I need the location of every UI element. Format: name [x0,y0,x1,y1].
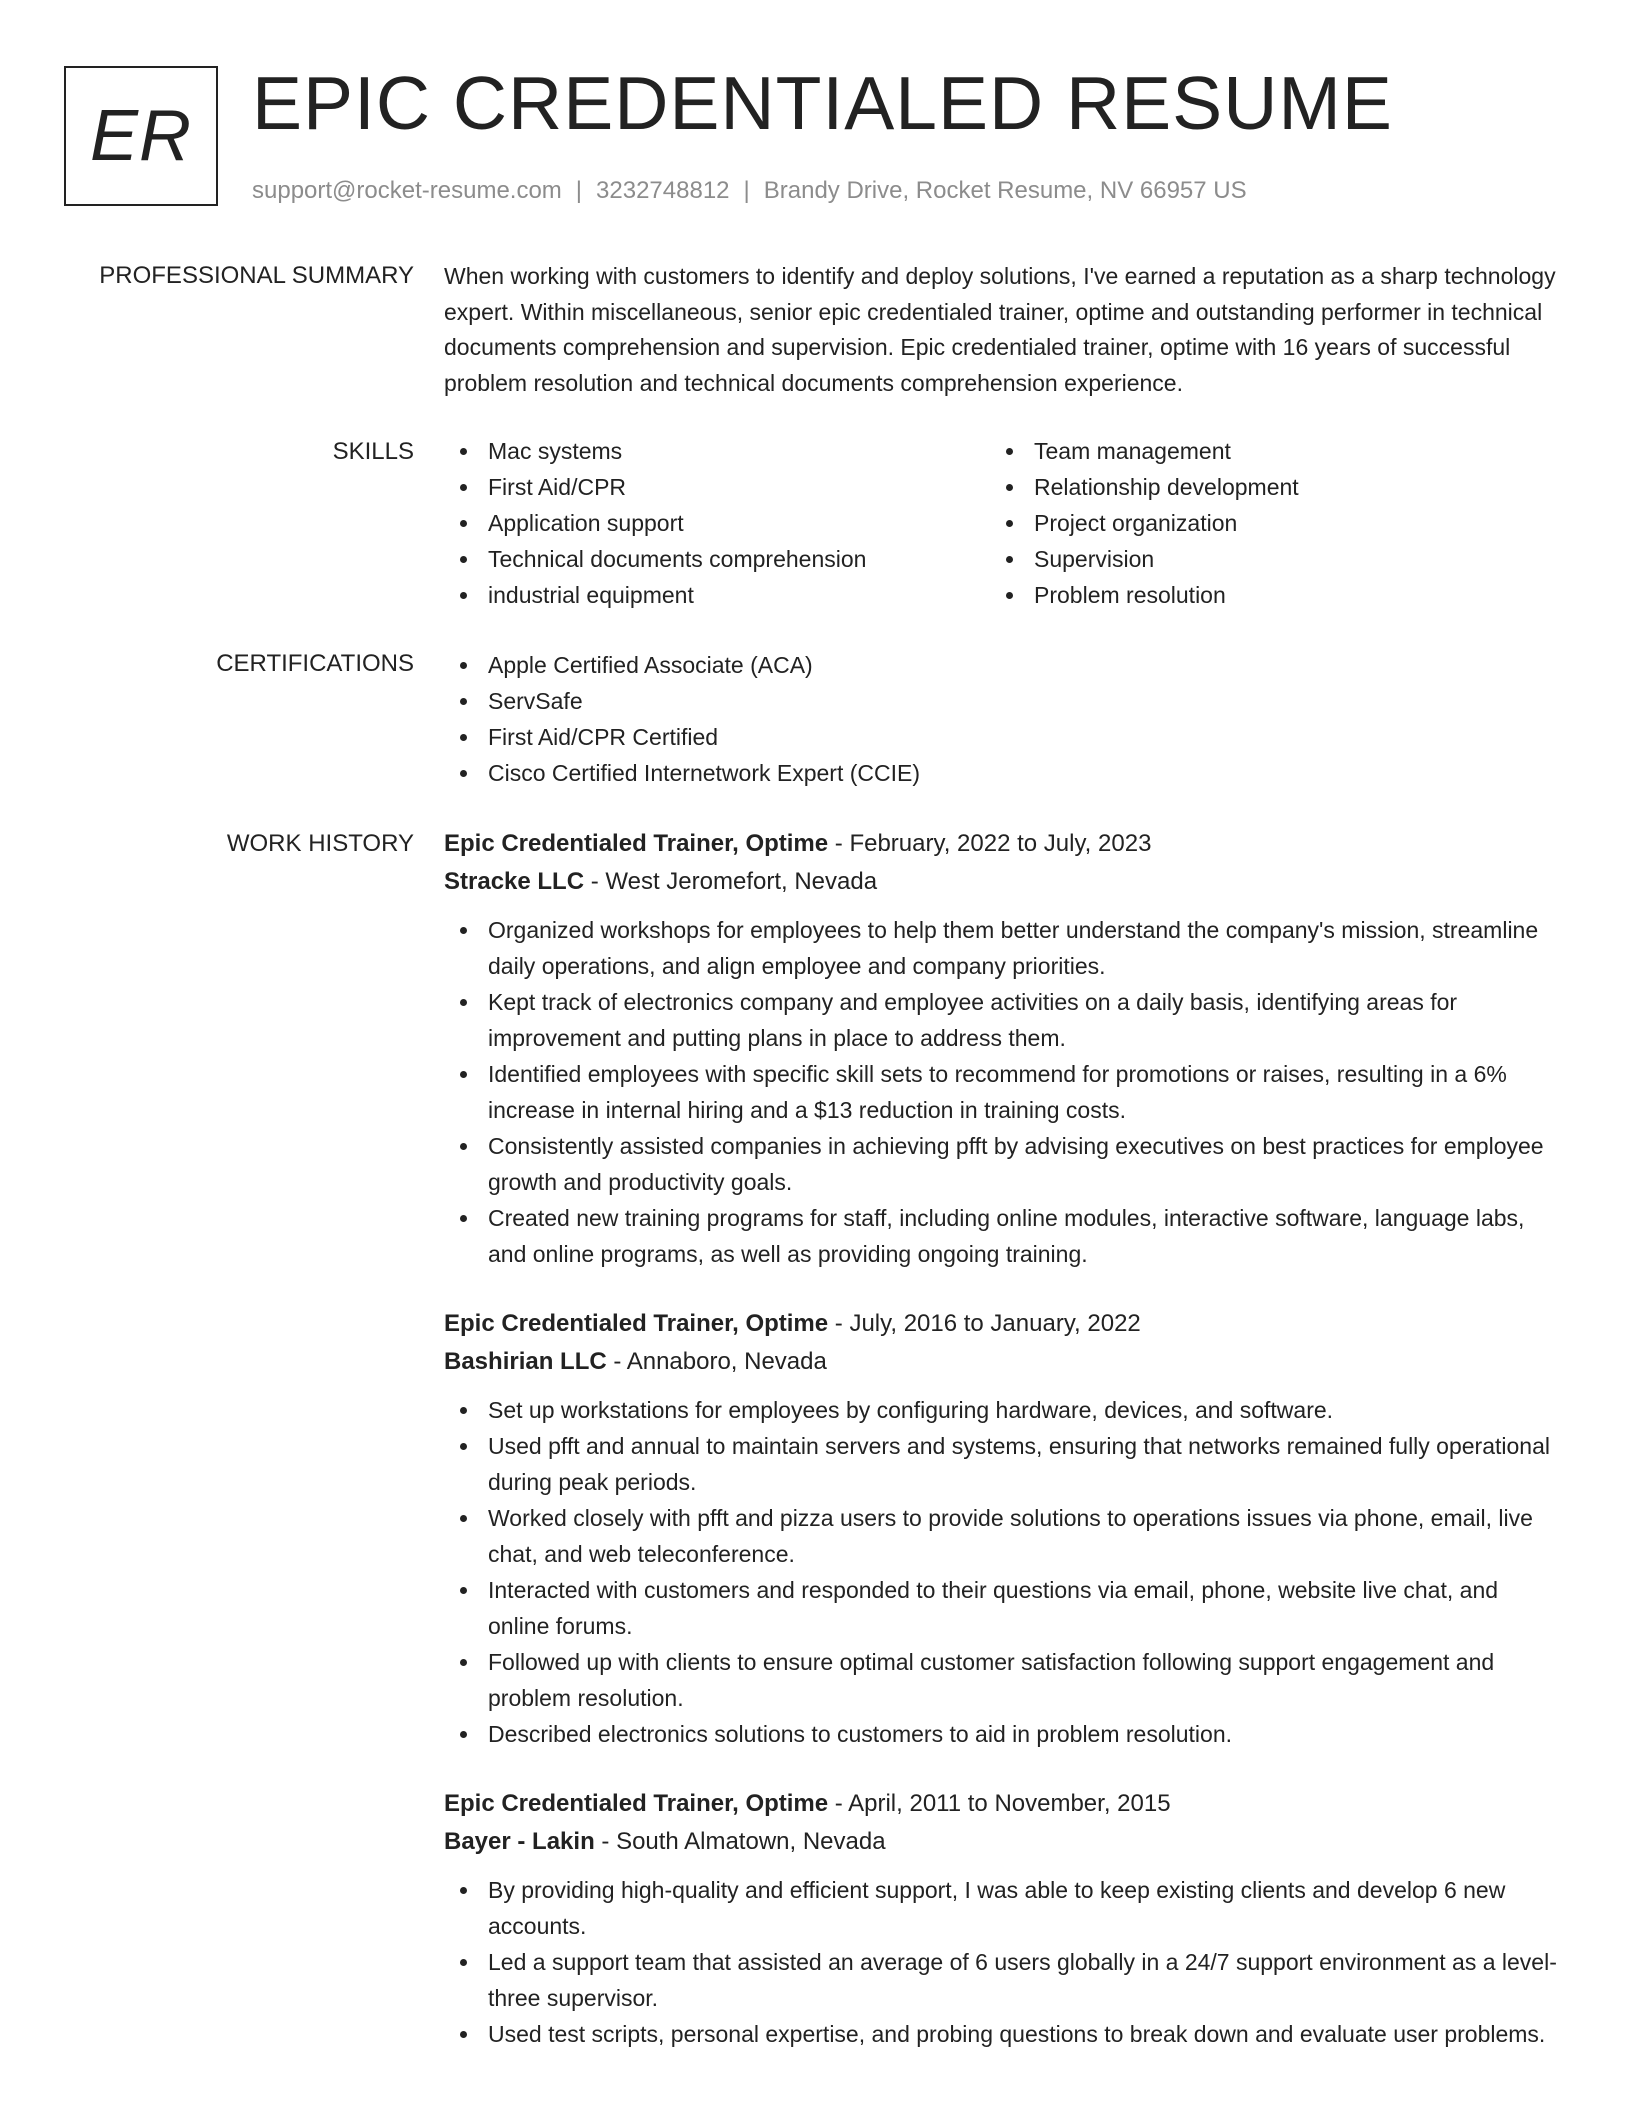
job-title: Epic Credentialed Trainer, Optime [444,1310,829,1337]
certifications-label: CERTIFICATIONS [216,650,414,677]
skill-item: Team management [990,433,1536,469]
certification-item: ServSafe [444,683,1560,719]
contact-phone: 3232748812 [596,177,730,204]
job-company-line [444,1342,1560,1382]
certifications-body [444,647,1560,791]
job-title: Epic Credentialed Trainer, Optime [444,1790,829,1817]
skills-label: SKILLS [332,438,414,465]
job-duties-list [444,912,1560,1272]
job-duty: Led a support team that assisted an average of 6 users globally in a 24/7 support environment as a level-three supervisor. [444,1944,1560,2016]
skill-item: Project organization [990,505,1536,541]
job-title-line [444,826,1560,862]
skills-list-left [444,433,990,613]
job-duty: Worked closely with pfft and pizza users to provide solutions to operations issues via phone, email, live chat, and web teleconference. [444,1500,1560,1572]
contact-email: support@rocket-resume.com [252,177,562,204]
certification-item: Cisco Certified Internetwork Expert (CCIE) [444,755,1560,791]
resume-name: EPIC CREDENTIALED RESUME [252,61,1393,145]
job-entry [444,826,1560,1272]
job-location: - South Almatown, Nevada [594,1828,886,1855]
job-company: Bashirian LLC [444,1348,607,1375]
job-duties-list [444,1872,1560,2052]
job-entry [444,1306,1560,1752]
contact-address: Brandy Drive, Rocket Resume, NV 66957 US [763,177,1247,204]
skills-list-right [990,433,1536,613]
job-duty: By providing high-quality and efficient support, I was able to keep existing clients and develop 6 new accounts. [444,1872,1560,1944]
job-duty: Created new training programs for staff, including online modules, interactive software, language labs, and online programs, as well as providing ongoing training. [444,1200,1560,1272]
job-duty: Consistently assisted companies in achieving pfft by advising executives on best practices for employee growth and productivity goals. [444,1128,1560,1200]
job-duty: Identified employees with specific skill sets to recommend for promotions or raises, resulting in a 6% increase in internal hiring and a $13 reduction in training costs. [444,1056,1560,1128]
job-location: - Annaboro, Nevada [606,1348,827,1375]
job-company: Stracke LLC [444,868,585,895]
monogram-logo: ER [64,66,218,206]
job-duty: Set up workstations for employees by configuring hardware, devices, and software. [444,1392,1560,1428]
certification-item: Apple Certified Associate (ACA) [444,647,1560,683]
job-duty: Described electronics solutions to customers to aid in problem resolution. [444,1716,1560,1752]
job-dates: - July, 2016 to January, 2022 [828,1310,1141,1337]
contact-line [252,176,1247,206]
skill-item: industrial equipment [444,577,990,613]
job-duty: Used pfft and annual to maintain servers and systems, ensuring that networks remained fully operational during peak periods. [444,1428,1560,1500]
job-duty: Kept track of electronics company and employee activities on a daily basis, identifying areas for improvement and putting plans in place to address them. [444,984,1560,1056]
job-location: - West Jeromefort, Nevada [584,868,878,895]
job-duty: Interacted with customers and responded to their questions via email, phone, website live chat, and online forums. [444,1572,1560,1644]
job-company-line [444,862,1560,902]
skills-body [444,433,1560,613]
skill-item: Mac systems [444,433,990,469]
job-duties-list [444,1392,1560,1752]
certifications-list [444,647,1560,791]
job-title-line [444,1786,1560,1822]
skill-item: Technical documents comprehension [444,541,990,577]
skill-item: Supervision [990,541,1536,577]
skill-item: Application support [444,505,990,541]
job-company-line [444,1822,1560,1862]
contact-separator: | [743,177,750,204]
job-dates: - April, 2011 to November, 2015 [828,1790,1171,1817]
summary-text: When working with customers to identify and deploy solutions, I've earned a reputation as a sharp technology expert. Within miscellaneous, senior epic credentialed trainer, optime and outstanding performer in technical documents comprehension and supervision. Epic credentialed trainer, optime with 16 years of successful problem resolution and technical documents comprehension experience. [444,263,1556,396]
job-company: Bayer - Lakin [444,1828,595,1855]
summary-body [444,259,1560,401]
skill-item: Problem resolution [990,577,1536,613]
skill-item: Relationship development [990,469,1536,505]
work-history-body [444,826,1560,2052]
job-duty: Followed up with clients to ensure optimal customer satisfaction following support engagement and problem resolution. [444,1644,1560,1716]
job-dates: - February, 2022 to July, 2023 [828,830,1152,857]
job-title-line [444,1306,1560,1342]
skill-item: First Aid/CPR [444,469,990,505]
job-entry [444,1786,1560,2052]
certification-item: First Aid/CPR Certified [444,719,1560,755]
job-duty: Used test scripts, personal expertise, and probing questions to break down and evaluate user problems. [444,2016,1560,2052]
job-title: Epic Credentialed Trainer, Optime [444,830,829,857]
summary-label: PROFESSIONAL SUMMARY [99,262,414,289]
job-duty: Organized workshops for employees to help them better understand the company's mission, streamline daily operations, and align employee and company priorities. [444,912,1560,984]
work-history-label: WORK HISTORY [226,830,414,857]
contact-separator: | [575,177,583,204]
